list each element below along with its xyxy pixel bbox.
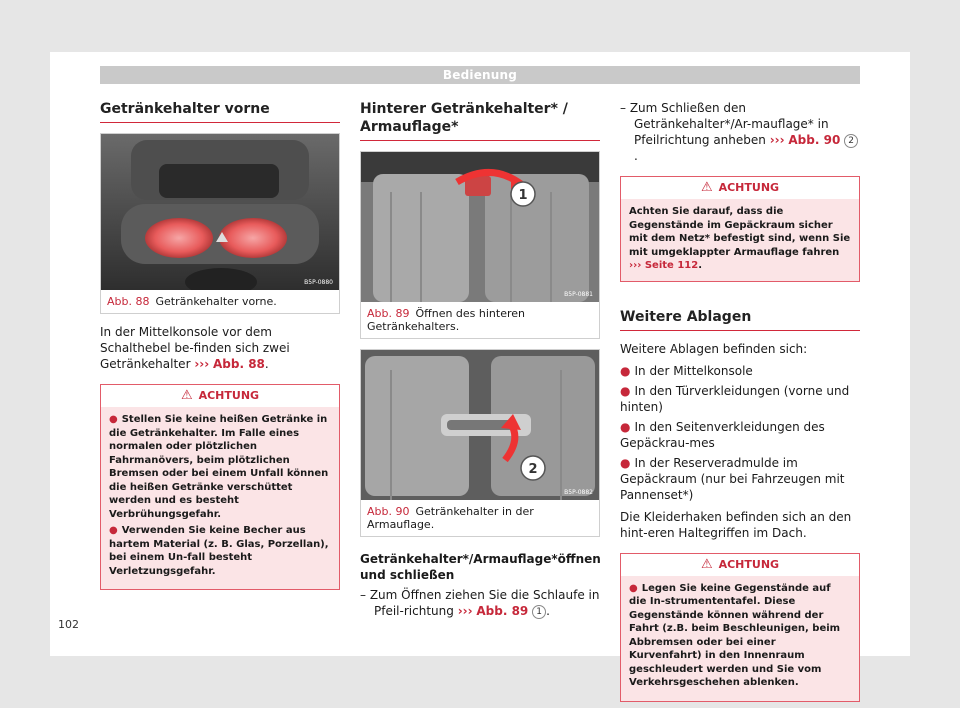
figure-caption-text: Getränkehalter vorne. — [155, 295, 277, 308]
figure-caption — [101, 290, 339, 313]
warning-text: Achten Sie darauf, dass die Gegenstände im Gepäckraum sicher mit dem Netz* befestigt sind, wenn Sie mit umgeklappter Armauflage fahren — [629, 206, 851, 258]
figure-label: Abb. 89 — [367, 307, 410, 320]
step-text: – Zum Öffnen ziehen Sie die Schlaufe in Pfeil-richtung — [360, 588, 600, 618]
warning-header — [621, 177, 859, 199]
list-item-text: In der Mittelkonsole — [634, 363, 753, 378]
reference-link[interactable]: Seite 112 — [644, 260, 699, 271]
warning-icon: ⚠ — [700, 556, 713, 572]
step-end: . — [634, 149, 638, 163]
figure-marker: 2 — [528, 462, 538, 477]
bullet-icon: ● — [629, 582, 638, 594]
figure-label: Abb. 88 — [107, 295, 150, 308]
section-title: Hinterer Getränkehalter* / Armauflage* — [360, 100, 600, 141]
figure-89 — [360, 151, 600, 339]
figure-caption — [361, 500, 599, 536]
list-item-text: In den Türverkleidungen (vorne und hinten) — [620, 383, 850, 414]
warning-item-text: Stellen Sie keine heißen Getränke in die Getränkehalter. Im Falle eines normalen oder plötzlichen Fahrmanövers, beim plötzlichen Bremsen oder bei einem Unfall können die heißen Getränke verschüttet werden und es besteht Verbrühungsgefahr. — [109, 414, 329, 520]
warning-item — [109, 524, 331, 578]
reference-arrow: ››› — [769, 133, 785, 147]
paragraph: Die Kleiderhaken befinden sich an den hint-eren Haltegriffen im Dach. — [620, 509, 852, 540]
list-item — [620, 419, 860, 451]
storage-list — [620, 363, 860, 503]
figure-marker: 1 — [518, 188, 528, 203]
warning-end: . — [698, 260, 703, 271]
section-title: Getränkehalter vorne — [100, 100, 340, 123]
manual-page — [50, 52, 910, 688]
column-2 — [360, 100, 600, 619]
paragraph-text: In der Mittelkonsole vor dem Schalthebel be-finden sich zwei Getränkehalter — [100, 325, 290, 371]
column-1 — [100, 100, 340, 590]
paragraph: Weitere Ablagen befinden sich: — [620, 341, 808, 356]
warning-body — [621, 576, 859, 701]
step-item — [360, 587, 600, 619]
section-title: Weitere Ablagen — [620, 308, 860, 331]
reference-link[interactable]: Abb. 90 — [788, 133, 841, 147]
bullet-icon: ● — [620, 363, 631, 378]
list-item-text: In der Reserveradmulde im Gepäckraum (nur bei Fahrzeugen mit Pannenset*) — [620, 455, 845, 502]
warning-header — [621, 554, 859, 576]
bullet-icon: ● — [620, 455, 631, 470]
reference-arrow: ››› — [629, 260, 642, 271]
warning-icon: ⚠ — [700, 180, 713, 195]
list-item — [620, 455, 860, 503]
paragraph — [100, 324, 340, 372]
figure-90 — [360, 349, 600, 537]
step-text: – Zum Schließen den Getränkehalter*/Ar-mauflage* in Pfeilrichtung anheben — [620, 101, 829, 147]
reference-arrow: ››› — [194, 357, 210, 371]
reference-link[interactable]: Abb. 88 — [213, 357, 265, 371]
list-item-text: In den Seitenverkleidungen des Gepäckrau-mes — [620, 419, 825, 450]
image-code: B5P-0882 — [564, 489, 593, 496]
figure-caption-text: Öffnen des hinteren Getränkehalters. — [367, 307, 526, 333]
section-header: Bedienung — [100, 66, 860, 84]
warning-title: ACHTUNG — [718, 557, 780, 571]
paragraph-end: . — [264, 357, 269, 371]
warning-item-text: Legen Sie keine Gegenstände auf die In-strumententafel. Diese Gegenstände können während der Fahrt (z.B. beim Beschleunigen, beim Abbremsen oder bei einer Kurvenfahrt) in den Innenraum geschleudert werden und Sie vom Verkehrsgeschehen ablenken. — [629, 582, 841, 688]
column-3 — [620, 96, 860, 702]
warning-icon: ⚠ — [180, 388, 193, 403]
warning-header — [101, 385, 339, 407]
warning-body — [101, 407, 339, 589]
image-code: B5P-0880 — [304, 279, 333, 286]
figure-label: Abb. 90 — [367, 505, 410, 518]
step-end: . — [546, 604, 550, 618]
image-code: B5P-0881 — [564, 291, 593, 298]
list-item — [620, 383, 860, 415]
warning-item — [629, 582, 851, 690]
photo-front-cupholder — [101, 134, 339, 290]
warning-title: ACHTUNG — [718, 181, 780, 194]
bullet-icon: ● — [620, 383, 631, 398]
reference-link[interactable]: Abb. 89 — [476, 604, 529, 618]
photo-armrest-cupholder — [361, 350, 599, 500]
callout-number: 1 — [532, 605, 546, 619]
reference-arrow: ››› — [457, 604, 473, 618]
list-item — [620, 363, 860, 379]
page-number: 102 — [58, 618, 79, 631]
step-item — [620, 100, 860, 164]
warning-box — [620, 176, 860, 282]
warning-box — [100, 384, 340, 590]
figure-88 — [100, 133, 340, 314]
warning-box — [620, 553, 860, 702]
warning-body — [621, 199, 859, 281]
warning-title: ACHTUNG — [198, 389, 260, 402]
bullet-icon: ● — [109, 414, 118, 425]
warning-item — [109, 413, 331, 521]
figure-caption-text: Getränkehalter in der Armauflage. — [367, 505, 534, 531]
callout-number: 2 — [844, 134, 858, 148]
bullet-icon: ● — [620, 419, 631, 434]
bullet-icon: ● — [109, 525, 118, 536]
figure-caption — [361, 302, 599, 338]
warning-item-text: Verwenden Sie keine Becher aus hartem Material (z. B. Glas, Porzellan), bei einem Un-fall besteht Verletzungsgefahr. — [109, 525, 329, 577]
subheading: Getränkehalter*/Armauflage*öffnen und schließen — [360, 552, 601, 582]
photo-rear-armrest-open — [361, 152, 599, 302]
